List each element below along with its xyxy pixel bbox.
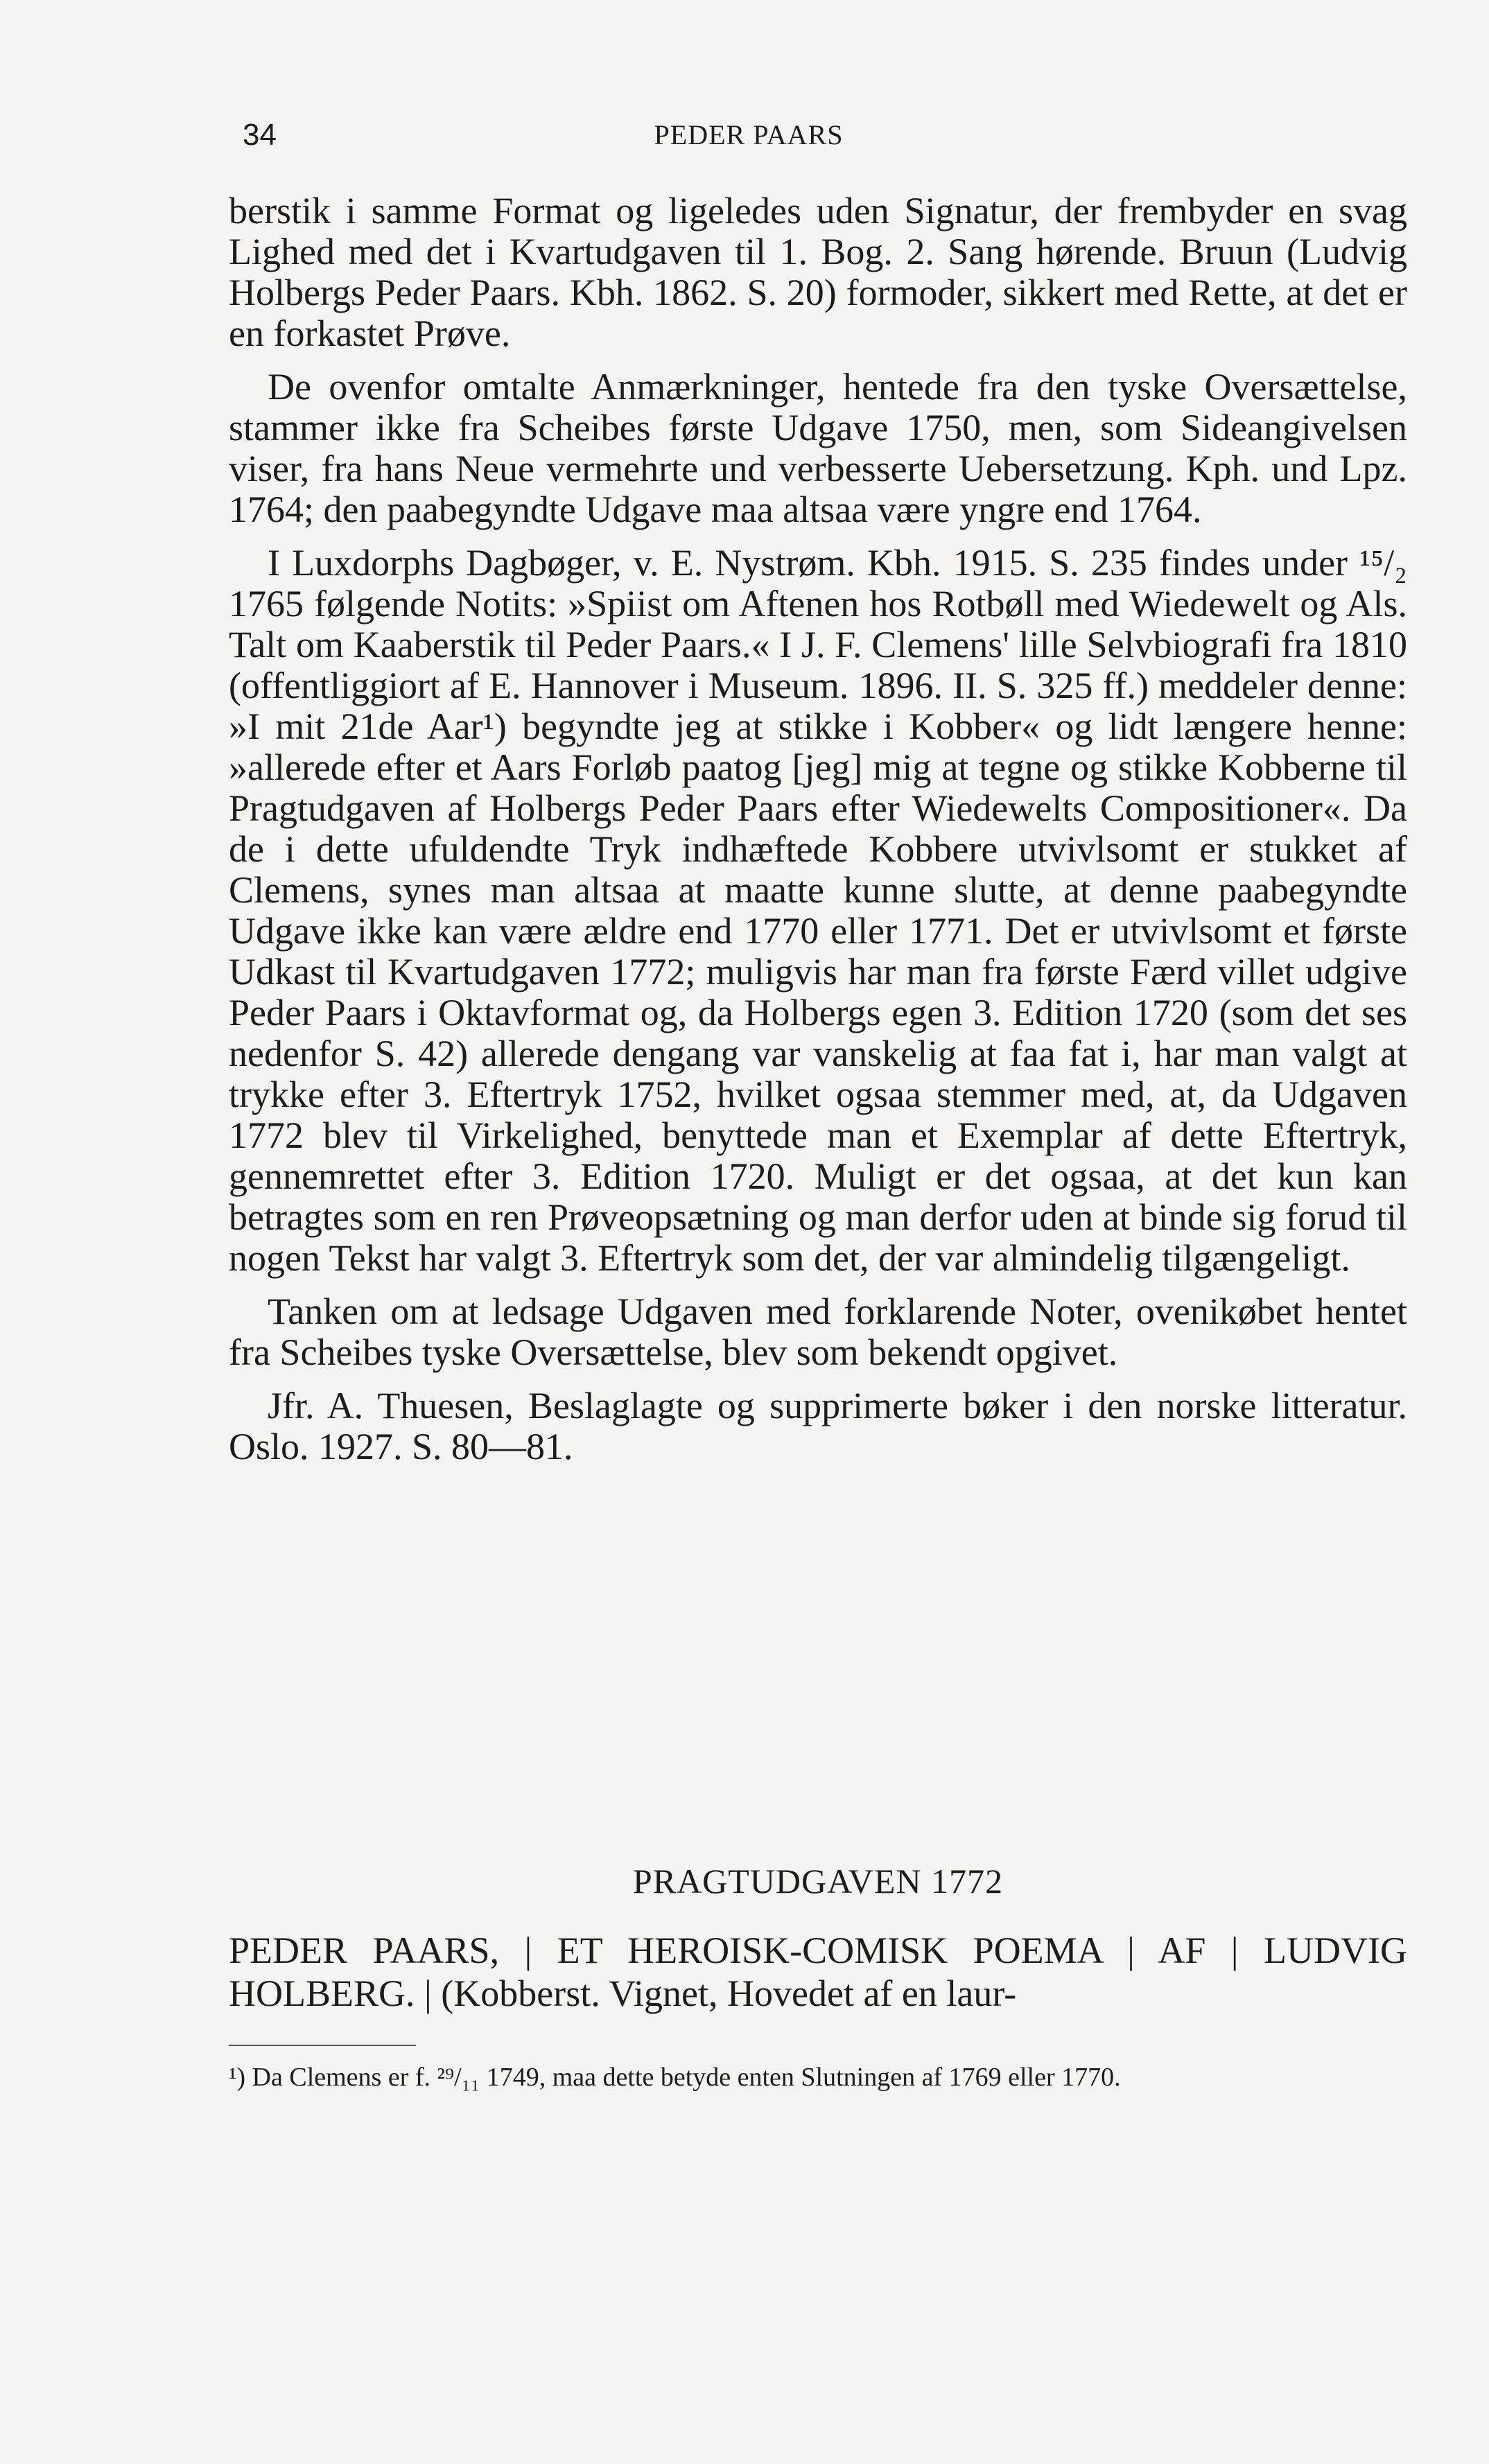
body-text [229,191,1407,1480]
page-number: 34 [243,118,277,152]
running-head [243,111,1255,159]
paragraph: Tanken om at ledsage Udgaven med forklarende Noter, ovenikøbet hentet fra Scheibes tyske Oversættelse, blev som bekendt opgivet. [229,1291,1407,1373]
paragraph: Jfr. A. Thuesen, Beslaglagte og supprimerte bøker i den norske litteratur. Oslo. 1927. S. 80—81. [229,1385,1407,1467]
footnote: ¹) Da Clemens er f. ²⁹/₁₁ 1749, maa dette betyde enten Slutningen af 1769 eller 1770. [229,2063,1121,2092]
footnote-divider [229,2045,416,2046]
paragraph: De ovenfor omtalte Anmærkninger, hentede fra den tyske Oversættelse, stammer ikke fra Scheibes første Udgave 1750, men, som Sideangivelsen viser, fra hans Neue vermehrte und verbesserte Uebersetzung. Kph. und Lpz. 1764; den paabegyndte Udgave maa altsaa være yngre end 1764. [229,366,1407,530]
paragraph: I Luxdorphs Dagbøger, v. E. Nystrøm. Kbh. 1915. S. 235 findes under ¹⁵/₂ 1765 følgende Notits: »Spiist om Aftenen hos Rotbøll med Wiedewelt og Als. Talt om Kaaberstik til Peder Paars.« I J. F. Clemens' lille Selvbiografi fra 1810 (offentliggiort af E. Hannover i Museum. 1896. II. S. 325 ff.) meddeler denne: »I mit 21de Aar¹) begyndte jeg at stikke i Kobber« og lidt længere henne: »allerede efter et Aars Forløb paatog [jeg] mig at tegne og stikke Kobberne til Pragtudgaven af Holbergs Peder Paars efter Wiedewelts Compositioner«. Da de i dette ufuldendte Tryk indhæftede Kobbere utvivlsomt er stukket af Clemens, synes man altsaa at maatte kunne slutte, at denne paabegyndte Udgave ikke kan være ældre end 1770 eller 1771. Det er utvivlsomt et første Udkast til Kvartudgaven 1772; muligvis har man fra første Færd villet udgive Peder Paars i Oktavformat og, da Holbergs egen 3. Edition 1720 (som det ses nedenfor S. 42) allerede dengang var vanskelig at faa fat i, har man valgt at trykke efter 3. Eftertryk 1752, hvilket ogsaa stemmer med, at, da Udgaven 1772 blev til Virkelighed, benyttede man et Exemplar af dette Eftertryk, gennemrettet efter 3. Edition 1720. Muligt er det ogsaa, at det kun kan betragtes som en ren Prøveopsætning og man derfor uden at binde sig forud til nogen Tekst har valgt 3. Eftertryk som det, der var almindelig tilgængeligt. [229,542,1407,1279]
section-heading: PRAGTUDGAVEN 1772 [632,1862,1004,1901]
title-entry: PEDER PAARS, | ET HEROISK-COMISK POEMA | AF | LUDVIG HOLBERG. | (Kobberst. Vignet, Hovedet af en laur- [229,1930,1407,2014]
running-title: PEDER PAARS [654,119,844,150]
paragraph: berstik i samme Format og ligeledes uden Signatur, der frembyder en svag Lighed med det i Kvartudgaven til 1. Bog. 2. Sang hørende. Bruun (Ludvig Holbergs Peder Paars. Kbh. 1862. S. 20) formoder, sikkert med Rette, at det er en forkastet Prøve. [229,190,1407,354]
